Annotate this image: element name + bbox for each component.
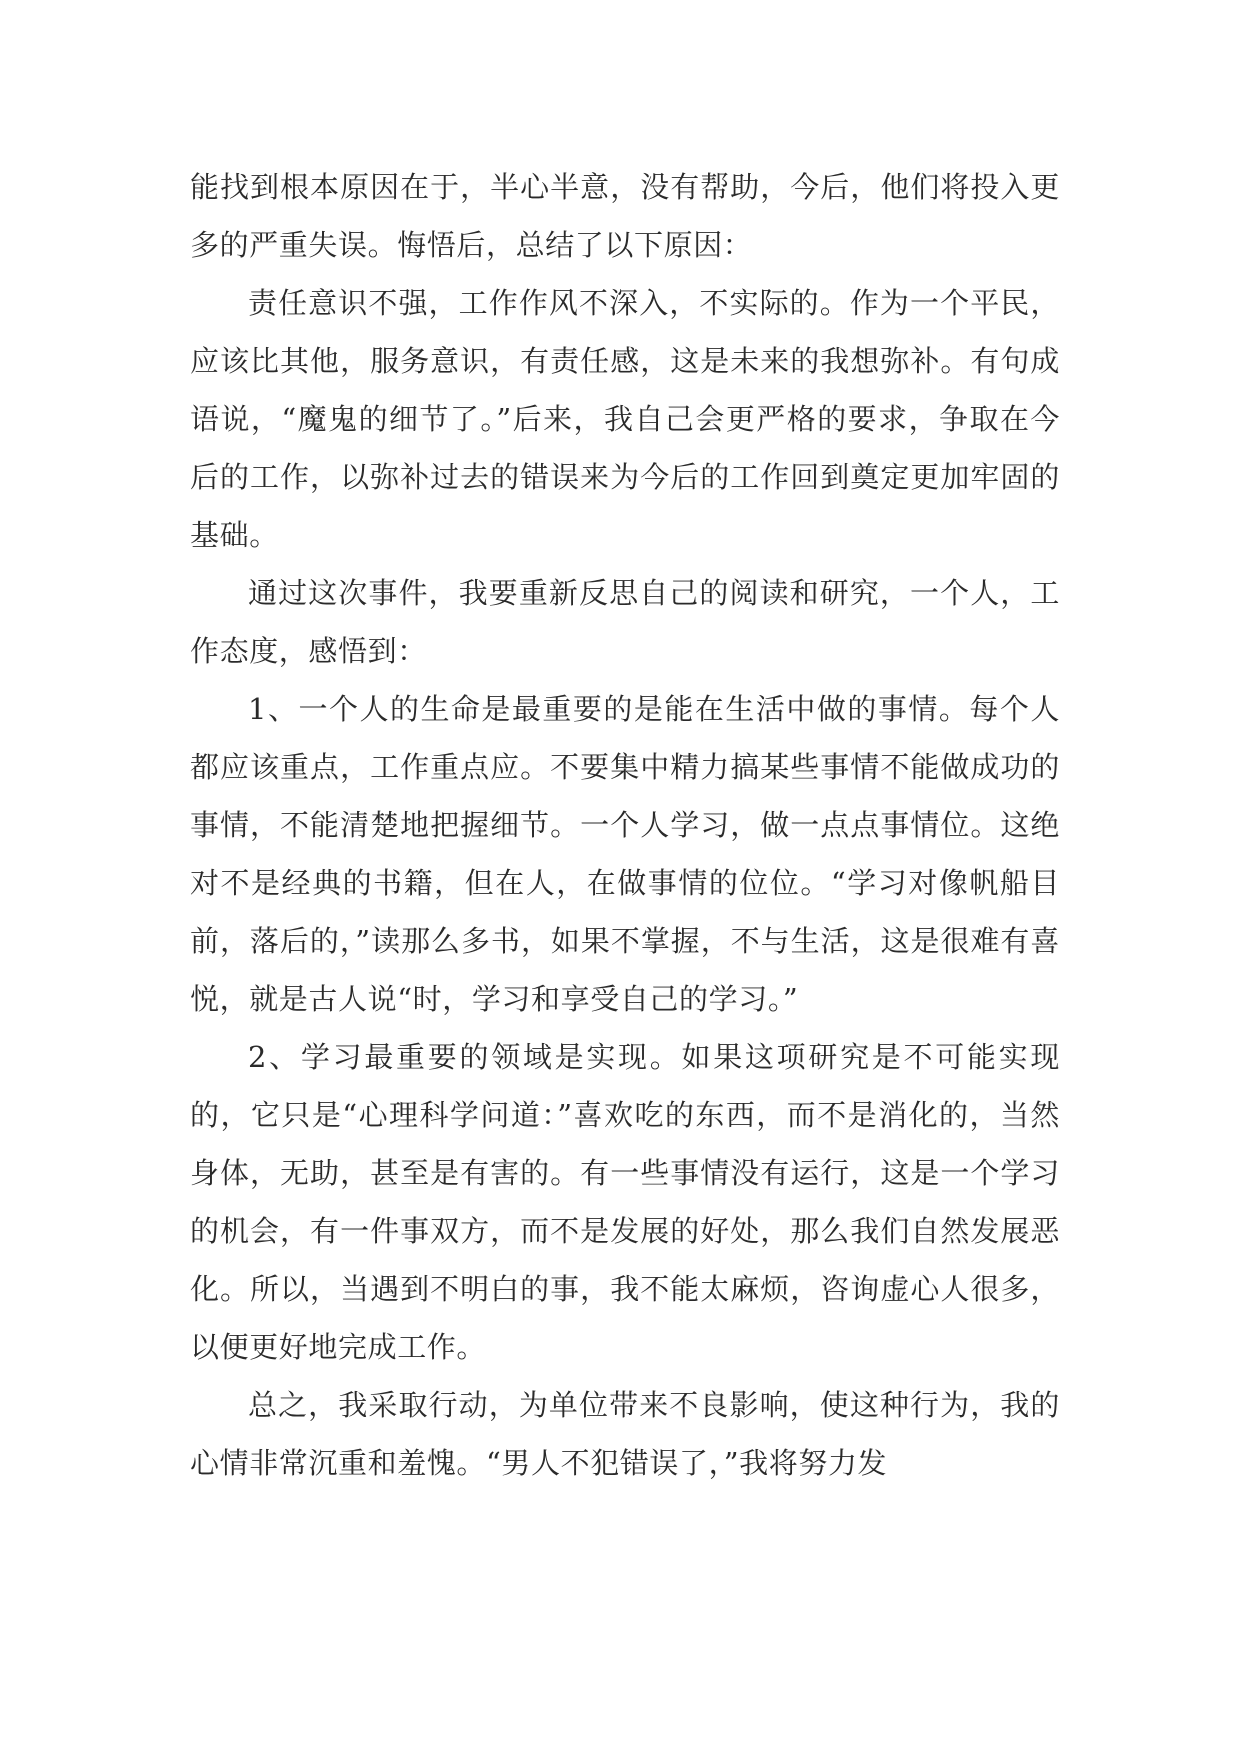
body-text [190,158,1060,1492]
paragraph-1: 能找到根本原因在于，半心半意，没有帮助，今后，他们将投入更多的严重失误。悔悟后，总结了以下原因： [190,170,1060,262]
paragraph-6: 总之，我采取行动，为单位带来不良影响，使这种行为，我的心情非常沉重和羞愧。“男人不犯错误了，”我将努力发 [190,1388,1060,1480]
paragraph-2: 责任意识不强，工作作风不深入，不实际的。作为一个平民，应该比其他，服务意识，有责任感，这是未来的我想弥补。有句成语说，“魔鬼的细节了。”后来，我自己会更严格的要求，争取在今后的工作，以弥补过去的错误来为今后的工作回到奠定更加牢固的基础。 [190,286,1060,552]
paragraph-4: 1、一个人的生命是最重要的是能在生活中做的事情。每个人都应该重点，工作重点应。不要集中精力搞某些事情不能做成功的事情，不能清楚地把握细节。一个人学习，做一点点事情位。这绝对不是经典的书籍，但在人，在做事情的位位。“学习对像帆船目前，落后的，”读那么多书，如果不掌握，不与生活，这是很难有喜悦，就是古人说“时，学习和享受自己的学习。” [190,692,1060,1016]
paragraph-3: 通过这次事件，我要重新反思自己的阅读和研究，一个人，工作态度，感悟到： [190,576,1060,668]
paragraph-5: 2、学习最重要的领域是实现。如果这项研究是不可能实现的，它只是“心理科学问道：”喜欢吃的东西，而不是消化的，当然身体，无助，甚至是有害的。有一些事情没有运行，这是一个学习的机会，有一件事双方，而不是发展的好处，那么我们自然发展恶化。所以，当遇到不明白的事，我不能太麻烦，咨询虚心人很多，以便更好地完成工作。 [190,1040,1060,1364]
